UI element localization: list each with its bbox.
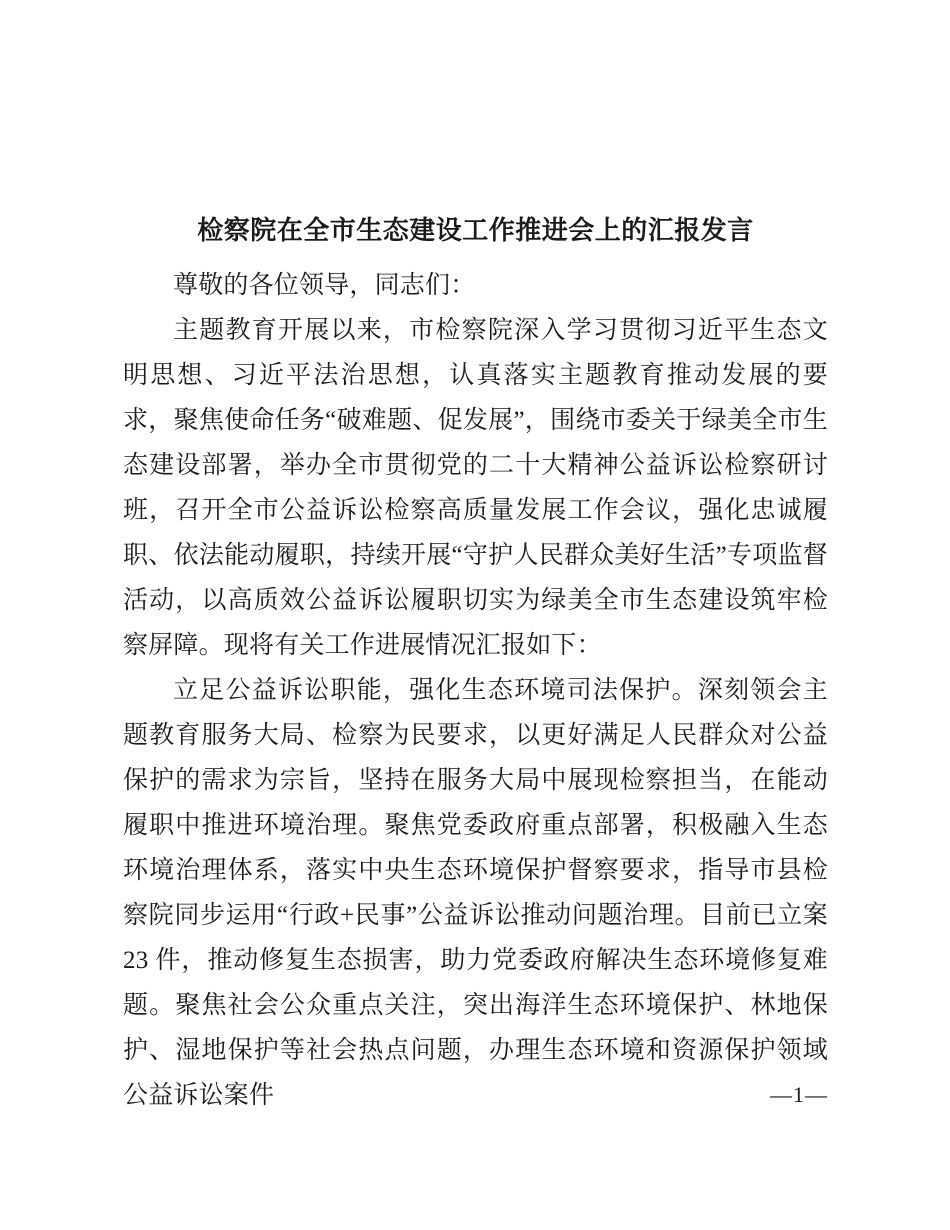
document-title: 检察院在全市生态建设工作推进会上的汇报发言 <box>197 216 754 245</box>
paragraph-section-1: 立足公益诉讼职能，强化生态环境司法保护。深刻领会主题教育服务大局、检察为民要求，以更好满足人民群众对公益保护的需求为宗旨，坚持在服务大局中展现检察担当，在能动履职中推进环境治理。聚焦党委政府重点部署，积极融入生态环境治理体系，落实中央生态环境保护督察要求，指导市县检察院同步运用“行政+民事”公益诉讼推动问题治理。目前已立案 23 件，推动修复生态损害，助力党委政府解决生态环境修复难题。聚焦社会公众重点关注，突出海洋生态环境保护、林地保护、湿地保护等社会热点问题，办理生态环境和资源保护领域公益诉讼案件 <box>123 677 828 1109</box>
page-number: —1— <box>770 1082 828 1107</box>
paragraph-greeting: 尊敬的各位领导，同志们： <box>173 272 476 299</box>
document-body <box>123 263 828 1118</box>
paragraph-intro: 主题教育开展以来，市检察院深入学习贯彻习近平生态文明思想、习近平法治思想，认真落实主题教育推动发展的要求，聚焦使命任务“破难题、促发展”，围绕市委关于绿美全市生态建设部署，举办全市贯彻党的二十大精神公益诉讼检察研讨班，召开全市公益诉讼检察高质量发展工作会议，强化忠诚履职、依法能动履职，持续开展“守护人民群众美好生活”专项监督活动，以高质效公益诉讼履职切实为绿美全市生态建设筑牢检察屏障。现将有关工作进展情况汇报如下： <box>123 317 828 659</box>
